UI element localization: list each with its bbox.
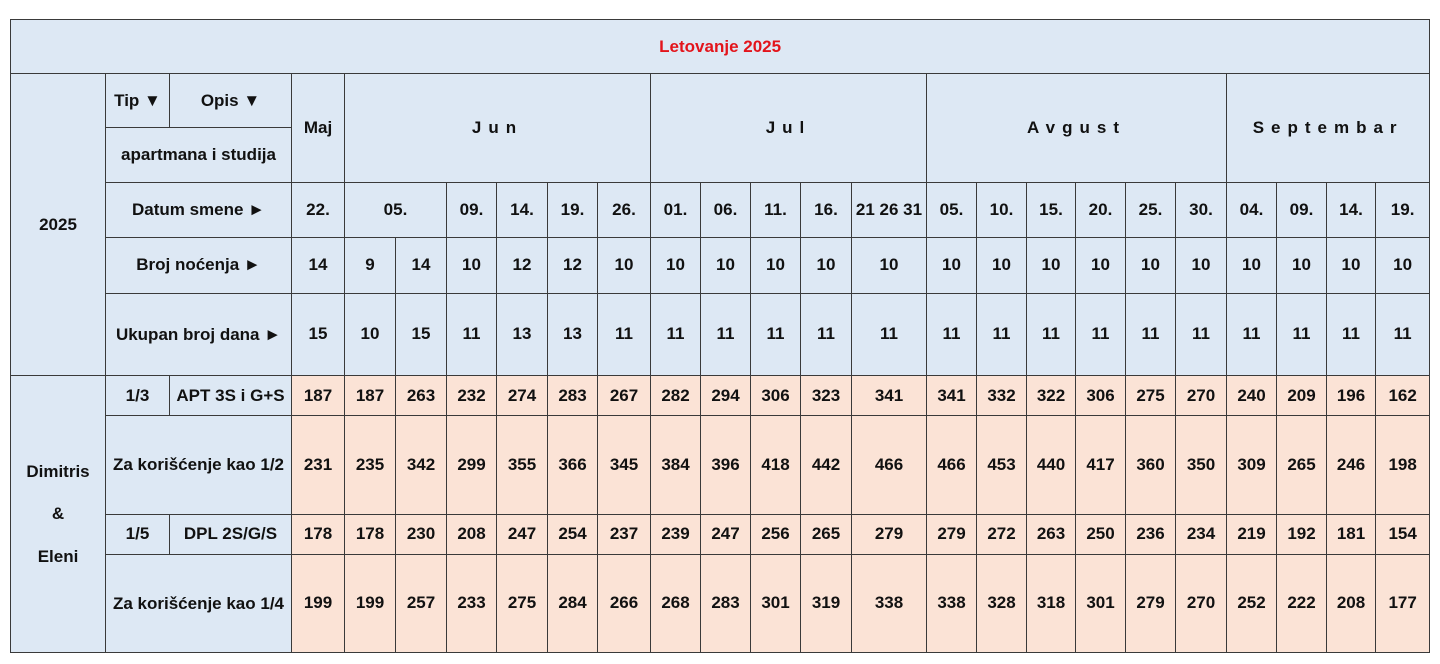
owner-cell xyxy=(11,376,106,653)
days-cell: 11 xyxy=(751,293,801,375)
price-cell: 440 xyxy=(1027,416,1076,514)
nights-cell: 10 xyxy=(1277,237,1327,293)
nights-cell: 12 xyxy=(497,237,548,293)
nights-cell: 14 xyxy=(396,237,447,293)
nights-cell: 10 xyxy=(751,237,801,293)
usage-label: Za korišćenje kao 1/4 xyxy=(106,554,292,652)
price-cell: 350 xyxy=(1176,416,1227,514)
nights-cell: 10 xyxy=(1076,237,1126,293)
price-cell: 222 xyxy=(1277,554,1327,652)
price-cell: 341 xyxy=(852,376,927,416)
price-cell: 272 xyxy=(977,514,1027,554)
nights-cell: 10 xyxy=(1376,237,1430,293)
month-jun: Jun xyxy=(345,74,651,183)
subtitle: apartmana i studija xyxy=(106,128,292,183)
price-cell: 301 xyxy=(1076,554,1126,652)
days-cell: 11 xyxy=(651,293,701,375)
date-cell: 10. xyxy=(977,183,1027,237)
month-septembar: Septembar xyxy=(1227,74,1430,183)
price-cell: 270 xyxy=(1176,554,1227,652)
price-cell: 466 xyxy=(852,416,927,514)
price-cell: 267 xyxy=(598,376,651,416)
price-cell: 342 xyxy=(396,416,447,514)
tip-header-label: Tip ▼ xyxy=(114,90,161,110)
price-cell: 299 xyxy=(447,416,497,514)
price-cell: 282 xyxy=(651,376,701,416)
date-cell: 01. xyxy=(651,183,701,237)
days-cell: 11 xyxy=(1227,293,1277,375)
price-cell: 274 xyxy=(497,376,548,416)
days-cell: 11 xyxy=(1327,293,1376,375)
price-cell: 239 xyxy=(651,514,701,554)
owner-line2: & xyxy=(51,504,65,524)
nights-cell: 10 xyxy=(1227,237,1277,293)
nights-cell: 10 xyxy=(801,237,852,293)
date-cell: 19. xyxy=(1376,183,1430,237)
price-cell: 178 xyxy=(345,514,396,554)
price-cell: 306 xyxy=(1076,376,1126,416)
price-cell: 231 xyxy=(292,416,345,514)
price-cell: 199 xyxy=(292,554,345,652)
opis-cell: DPL 2S/G/S xyxy=(170,514,292,554)
price-cell: 345 xyxy=(598,416,651,514)
month-avgust: Avgust xyxy=(927,74,1227,183)
nights-cell: 10 xyxy=(1176,237,1227,293)
month-maj: Maj xyxy=(292,74,345,183)
price-cell: 265 xyxy=(1277,416,1327,514)
price-table xyxy=(10,19,1430,653)
price-cell: 237 xyxy=(598,514,651,554)
price-cell: 294 xyxy=(701,376,751,416)
days-cell: 11 xyxy=(1126,293,1176,375)
date-cell: 19. xyxy=(548,183,598,237)
price-cell: 266 xyxy=(598,554,651,652)
price-cell: 355 xyxy=(497,416,548,514)
price-cell: 284 xyxy=(548,554,598,652)
price-cell: 319 xyxy=(801,554,852,652)
date-cell: 14. xyxy=(497,183,548,237)
price-cell: 192 xyxy=(1277,514,1327,554)
date-cell: 09. xyxy=(1277,183,1327,237)
tip-cell: 1/3 xyxy=(106,376,170,416)
days-cell: 15 xyxy=(396,293,447,375)
date-cell: 25. xyxy=(1126,183,1176,237)
days-cell: 11 xyxy=(447,293,497,375)
price-cell: 208 xyxy=(447,514,497,554)
table-title: Letovanje 2025 xyxy=(11,20,1430,74)
days-cell: 11 xyxy=(1176,293,1227,375)
price-cell: 283 xyxy=(701,554,751,652)
price-cell: 265 xyxy=(801,514,852,554)
days-cell: 11 xyxy=(977,293,1027,375)
date-cell: 06. xyxy=(701,183,751,237)
price-cell: 323 xyxy=(801,376,852,416)
price-cell: 198 xyxy=(1376,416,1430,514)
nocenja-label: Broj noćenja ► xyxy=(106,237,292,293)
nights-cell: 10 xyxy=(927,237,977,293)
price-cell: 233 xyxy=(447,554,497,652)
price-cell: 328 xyxy=(977,554,1027,652)
date-cell: 05. xyxy=(345,183,447,237)
price-cell: 256 xyxy=(751,514,801,554)
date-cell: 16. xyxy=(801,183,852,237)
nights-cell: 10 xyxy=(1327,237,1376,293)
price-cell: 230 xyxy=(396,514,447,554)
days-cell: 11 xyxy=(927,293,977,375)
price-cell: 338 xyxy=(927,554,977,652)
price-cell: 384 xyxy=(651,416,701,514)
month-jul: Jul xyxy=(651,74,927,183)
date-cell: 21 26 31 xyxy=(852,183,927,237)
price-cell: 301 xyxy=(751,554,801,652)
price-cell: 247 xyxy=(497,514,548,554)
price-cell: 306 xyxy=(751,376,801,416)
nights-cell: 14 xyxy=(292,237,345,293)
days-cell: 13 xyxy=(497,293,548,375)
price-cell: 247 xyxy=(701,514,751,554)
price-cell: 208 xyxy=(1327,554,1376,652)
price-cell: 177 xyxy=(1376,554,1430,652)
price-cell: 275 xyxy=(1126,376,1176,416)
price-cell: 283 xyxy=(548,376,598,416)
price-cell: 442 xyxy=(801,416,852,514)
nights-cell: 10 xyxy=(598,237,651,293)
price-cell: 275 xyxy=(497,554,548,652)
price-cell: 181 xyxy=(1327,514,1376,554)
opis-cell: APT 3S i G+S xyxy=(170,376,292,416)
price-cell: 396 xyxy=(701,416,751,514)
price-cell: 234 xyxy=(1176,514,1227,554)
date-cell: 05. xyxy=(927,183,977,237)
owner-line1: Dimitris xyxy=(26,461,90,481)
date-cell: 22. xyxy=(292,183,345,237)
price-cell: 270 xyxy=(1176,376,1227,416)
nights-cell: 10 xyxy=(852,237,927,293)
price-cell: 279 xyxy=(1126,554,1176,652)
days-cell: 11 xyxy=(1277,293,1327,375)
price-cell: 417 xyxy=(1076,416,1126,514)
price-cell: 250 xyxy=(1076,514,1126,554)
price-cell: 268 xyxy=(651,554,701,652)
nights-cell: 10 xyxy=(1126,237,1176,293)
price-cell: 199 xyxy=(345,554,396,652)
opis-header-label: Opis ▼ xyxy=(200,90,261,110)
date-cell: 04. xyxy=(1227,183,1277,237)
price-cell: 187 xyxy=(292,376,345,416)
dana-label: Ukupan broj dana ► xyxy=(106,293,292,375)
price-cell: 246 xyxy=(1327,416,1376,514)
price-cell: 332 xyxy=(977,376,1027,416)
days-cell: 15 xyxy=(292,293,345,375)
days-cell: 11 xyxy=(1027,293,1076,375)
nights-cell: 10 xyxy=(651,237,701,293)
date-cell: 30. xyxy=(1176,183,1227,237)
price-cell: 232 xyxy=(447,376,497,416)
price-cell: 196 xyxy=(1327,376,1376,416)
price-cell: 366 xyxy=(548,416,598,514)
date-cell: 14. xyxy=(1327,183,1376,237)
price-cell: 236 xyxy=(1126,514,1176,554)
nights-cell: 10 xyxy=(701,237,751,293)
price-cell: 318 xyxy=(1027,554,1076,652)
nights-cell: 9 xyxy=(345,237,396,293)
price-cell: 466 xyxy=(927,416,977,514)
opis-header xyxy=(170,74,292,128)
price-cell: 219 xyxy=(1227,514,1277,554)
days-cell: 11 xyxy=(801,293,852,375)
date-cell: 20. xyxy=(1076,183,1126,237)
nights-cell: 12 xyxy=(548,237,598,293)
price-cell: 162 xyxy=(1376,376,1430,416)
date-cell: 09. xyxy=(447,183,497,237)
price-cell: 279 xyxy=(852,514,927,554)
price-cell: 235 xyxy=(345,416,396,514)
nights-cell: 10 xyxy=(447,237,497,293)
price-cell: 279 xyxy=(927,514,977,554)
price-cell: 240 xyxy=(1227,376,1277,416)
days-cell: 11 xyxy=(701,293,751,375)
tip-cell: 1/5 xyxy=(106,514,170,554)
date-cell: 11. xyxy=(751,183,801,237)
price-cell: 360 xyxy=(1126,416,1176,514)
price-cell: 209 xyxy=(1277,376,1327,416)
nights-cell: 10 xyxy=(1027,237,1076,293)
price-cell: 263 xyxy=(396,376,447,416)
date-cell: 15. xyxy=(1027,183,1076,237)
price-cell: 154 xyxy=(1376,514,1430,554)
date-cell: 26. xyxy=(598,183,651,237)
days-cell: 10 xyxy=(345,293,396,375)
usage-label: Za korišćenje kao 1/2 xyxy=(106,416,292,514)
price-cell: 453 xyxy=(977,416,1027,514)
price-cell: 187 xyxy=(345,376,396,416)
days-cell: 11 xyxy=(852,293,927,375)
price-cell: 418 xyxy=(751,416,801,514)
price-cell: 257 xyxy=(396,554,447,652)
price-cell: 322 xyxy=(1027,376,1076,416)
days-cell: 13 xyxy=(548,293,598,375)
price-cell: 254 xyxy=(548,514,598,554)
price-cell: 341 xyxy=(927,376,977,416)
price-cell: 252 xyxy=(1227,554,1277,652)
price-cell: 263 xyxy=(1027,514,1076,554)
datum-label: Datum smene ► xyxy=(106,183,292,237)
tip-header xyxy=(106,74,170,128)
nights-cell: 10 xyxy=(977,237,1027,293)
price-cell: 338 xyxy=(852,554,927,652)
days-cell: 11 xyxy=(598,293,651,375)
price-cell: 309 xyxy=(1227,416,1277,514)
days-cell: 11 xyxy=(1076,293,1126,375)
price-cell: 178 xyxy=(292,514,345,554)
owner-line3: Eleni xyxy=(37,546,79,566)
days-cell: 11 xyxy=(1376,293,1430,375)
year-cell: 2025 xyxy=(11,74,106,376)
